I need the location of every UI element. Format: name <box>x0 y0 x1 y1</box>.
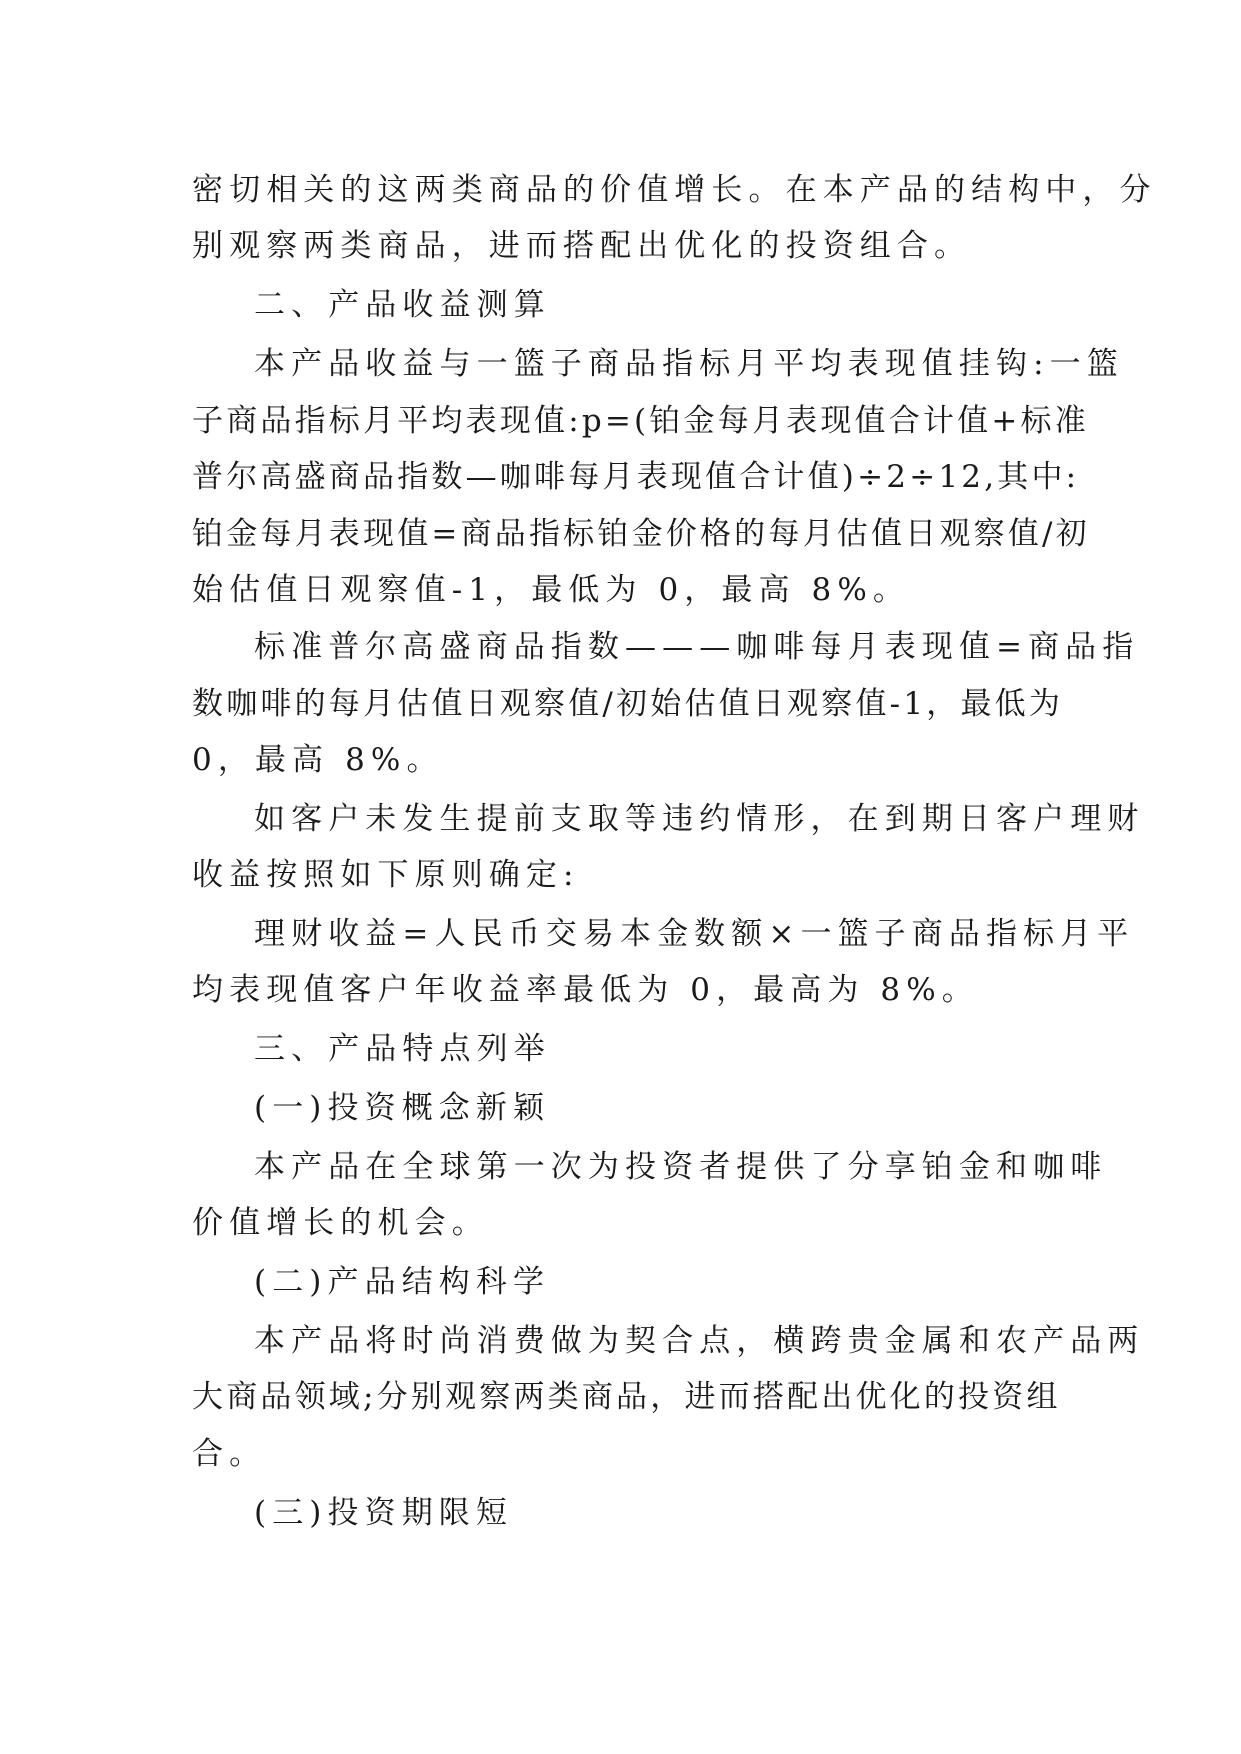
text-line-14: 理财收益=人民币交易本金数额×一篮子商品指标月平 <box>254 916 1135 952</box>
text-line-7: 铂金每月表现值=商品指标铂金价格的每月估值日观察值/初 <box>192 516 1090 552</box>
text-line-1: 密切相关的这两类商品的价值增长。在本产品的结构中，分 <box>192 172 1157 208</box>
text-line-19: 价值增长的机会。 <box>192 1205 489 1241</box>
subheading-3: (三)投资期限短 <box>254 1495 513 1531</box>
text-line-6: 普尔高盛商品指数—咖啡每月表现值合计值)÷2÷12,其中: <box>192 459 1080 495</box>
section-heading-2: 二、产品收益测算 <box>254 287 551 323</box>
section-heading-3: 三、产品特点列举 <box>254 1031 551 1067</box>
text-line-11: 0，最高 8%。 <box>192 742 444 778</box>
text-line-23: 合。 <box>192 1436 267 1472</box>
text-line-4: 本产品收益与一篮子商品指标月平均表现值挂钩:一篮 <box>254 346 1124 382</box>
text-line-13: 收益按照如下原则确定: <box>192 857 580 893</box>
text-line-18: 本产品在全球第一次为投资者提供了分享铂金和咖啡 <box>254 1149 1108 1185</box>
text-line-22: 大商品领域;分别观察两类商品，进而搭配出优化的投资组 <box>192 1379 1061 1415</box>
text-line-15: 均表现值客户年收益率最低为 0，最高为 8%。 <box>192 972 979 1008</box>
text-line-5: 子商品指标月平均表现值:p=(铂金每月表现值合计值+标准 <box>192 403 1089 439</box>
text-line-8: 始估值日观察值-1，最低为 0，最高 8%。 <box>192 572 911 608</box>
text-line-10: 数咖啡的每月估值日观察值/初始估值日观察值-1，最低为 <box>192 686 1064 722</box>
text-line-2: 别观察两类商品，进而搭配出优化的投资组合。 <box>192 228 972 264</box>
subheading-1: (一)投资概念新颖 <box>254 1090 551 1126</box>
text-line-12: 如客户未发生提前支取等违约情形，在到期日客户理财 <box>254 801 1145 837</box>
text-line-9: 标准普尔高盛商品指数———咖啡每月表现值=商品指 <box>254 629 1140 665</box>
subheading-2: (二)产品结构科学 <box>254 1264 551 1300</box>
text-line-21: 本产品将时尚消费做为契合点，横跨贵金属和农产品两 <box>254 1323 1145 1359</box>
